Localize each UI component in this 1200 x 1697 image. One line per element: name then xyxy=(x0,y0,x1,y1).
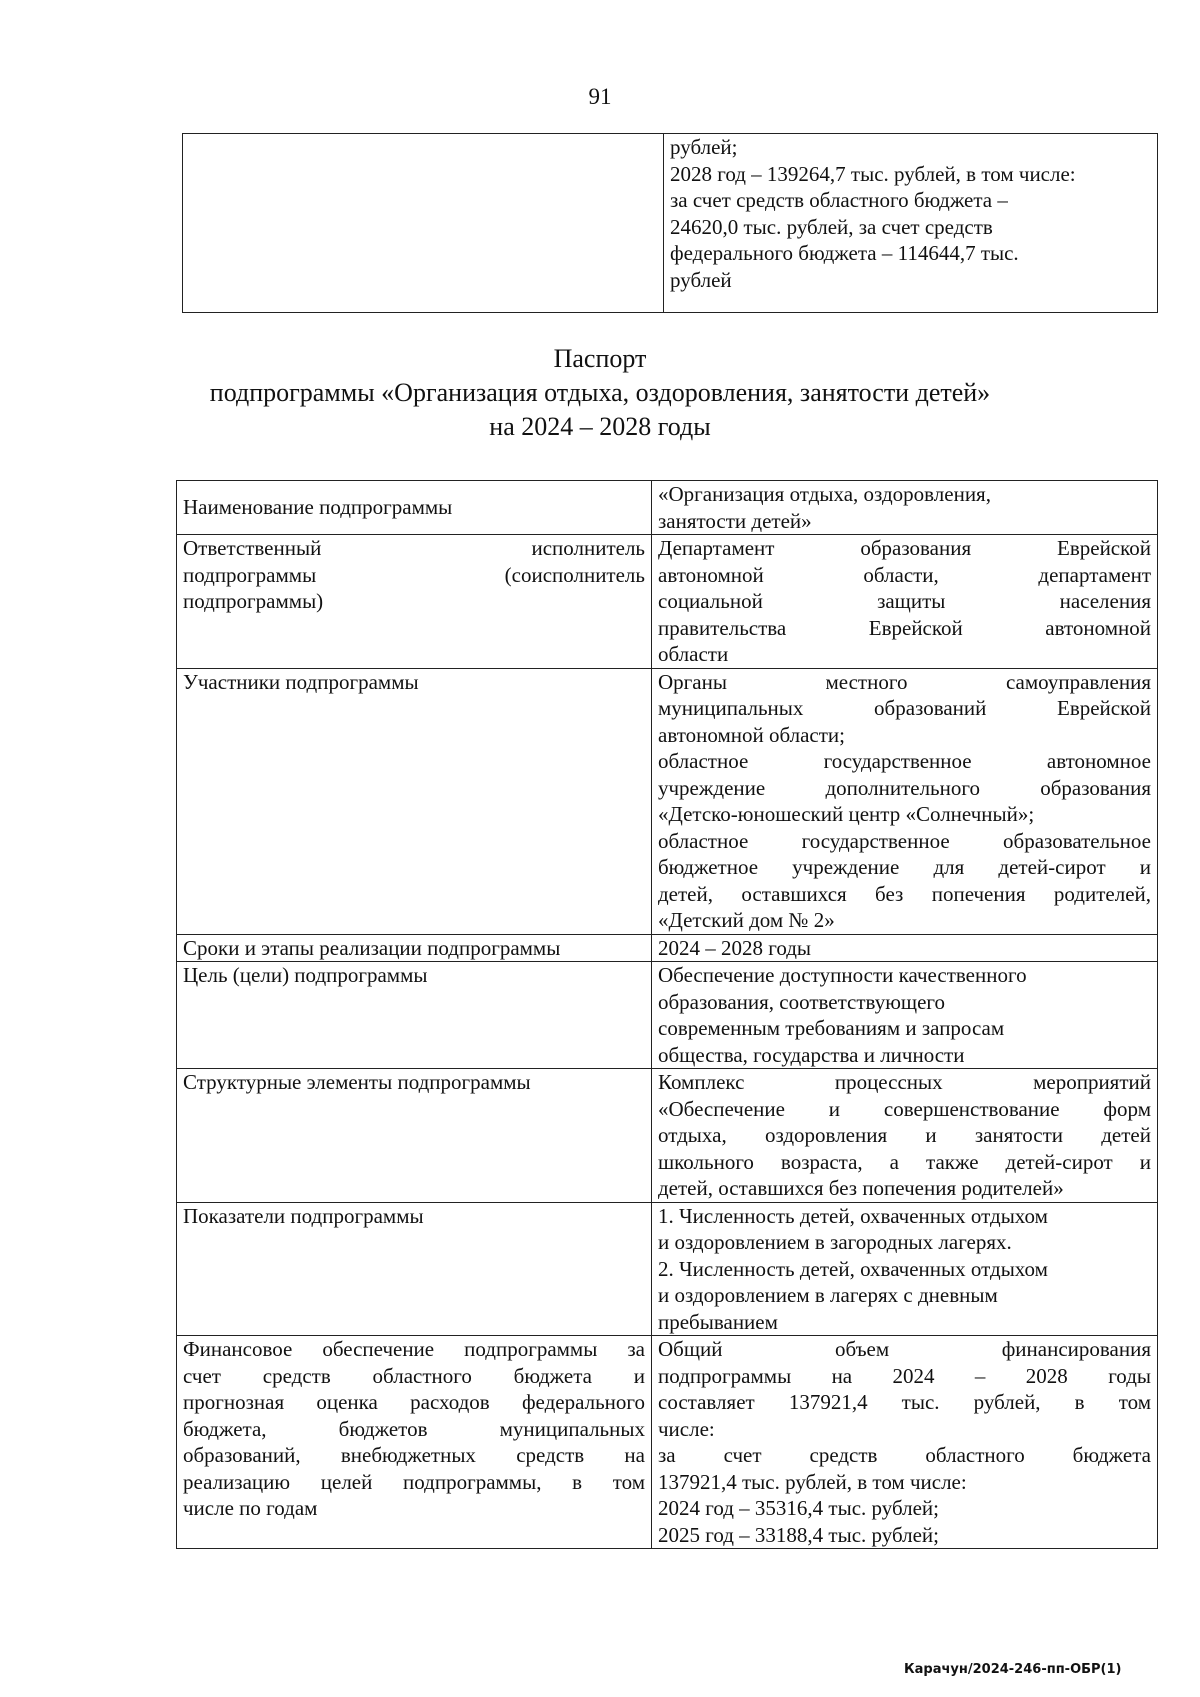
text-line: образования, соответствующего xyxy=(658,989,946,1014)
empty-cell xyxy=(183,134,664,313)
text-line: бюджета, бюджетов муниципальных xyxy=(183,1416,645,1441)
text-line: подпрограммы (соисполнитель xyxy=(183,562,645,587)
row-value xyxy=(652,668,1158,934)
table-row xyxy=(177,1202,1158,1336)
text-line: рублей; xyxy=(670,135,738,159)
text-line: учреждение дополнительного образования xyxy=(658,775,1151,800)
text-line: 1. Численность детей, охваченных отдыхом xyxy=(658,1203,1048,1228)
text-line: числе: xyxy=(658,1416,715,1441)
text-line: прогнозная оценка расходов федерального xyxy=(183,1390,645,1414)
text-line: социальной защиты населения xyxy=(658,589,1151,613)
text-line: подпрограммы на 2024 – 2028 годы xyxy=(658,1363,1151,1388)
row-value: 2024 – 2028 годы xyxy=(652,934,1158,962)
text-line: составляет 137921,4 тыс. рублей, в том xyxy=(658,1390,1151,1414)
table-row xyxy=(177,934,1158,962)
text-line: «Организация отдыха, оздоровления, xyxy=(658,482,991,506)
text-line: рублей xyxy=(670,267,732,292)
title-line: на 2024 – 2028 годы xyxy=(489,412,711,441)
text-line: Обеспечение доступности качественного xyxy=(658,963,1027,987)
text-line: бюджетное учреждение для детей-сирот и xyxy=(658,855,1151,879)
text-line: 24620,0 тыс. рублей, за счет средств xyxy=(670,214,993,239)
text-line: областное государственное образовательное xyxy=(658,828,1151,853)
text-line: 2028 год – 139264,7 тыс. рублей, в том числе: xyxy=(670,161,1076,186)
text-line: Общий объем финансирования xyxy=(658,1337,1151,1361)
document-title xyxy=(0,342,1200,444)
text-line: занятости детей» xyxy=(658,508,812,533)
text-line: «Детский дом № 2» xyxy=(658,908,835,932)
text-line: муниципальных образований Еврейской xyxy=(658,696,1151,720)
table-row xyxy=(177,668,1158,934)
row-value xyxy=(652,1069,1158,1203)
text-line: общества, государства и личности xyxy=(658,1042,965,1067)
text-line: образований, внебюджетных средств на xyxy=(183,1443,645,1467)
row-value xyxy=(652,1336,1158,1549)
text-line: отдыха, оздоровления и занятости детей xyxy=(658,1123,1151,1147)
continuation-table xyxy=(182,133,1158,313)
table-row xyxy=(177,962,1158,1069)
table-row xyxy=(183,134,1158,313)
text-line: областное государственное автономное xyxy=(658,749,1151,773)
row-label: Наименование подпрограммы xyxy=(177,481,652,535)
text-line: подпрограммы) xyxy=(183,589,324,613)
title-line: Паспорт xyxy=(553,344,647,373)
text-line: счет средств областного бюджета и xyxy=(183,1363,645,1388)
text-line: правительства Еврейской автономной xyxy=(658,615,1151,640)
row-label xyxy=(177,1336,652,1549)
text-line: области xyxy=(658,642,729,666)
text-line: за счет средств областного бюджета xyxy=(658,1443,1151,1467)
title-line: подпрограммы «Организация отдыха, оздоровления, занятости детей» xyxy=(209,378,991,407)
text-line: Ответственный исполнитель xyxy=(183,536,645,560)
row-label: Показатели подпрограммы xyxy=(177,1202,652,1336)
text-line: и оздоровлением в загородных лагерях. xyxy=(658,1230,1012,1254)
text-line: за счет средств областного бюджета – xyxy=(670,188,1008,212)
text-line: Финансовое обеспечение подпрограммы за xyxy=(183,1337,645,1361)
document-code: Карачун/2024-246-пп-ОБР(1) xyxy=(904,1662,1122,1677)
text-line: 137921,4 тыс. рублей, в том числе: xyxy=(658,1469,967,1494)
text-line: автономной области, департамент xyxy=(658,562,1151,587)
text-line: современным требованиям и запросам xyxy=(658,1016,1005,1040)
text-line: и оздоровлением в лагерях с дневным xyxy=(658,1283,998,1307)
table-row xyxy=(177,1069,1158,1203)
table-row xyxy=(177,535,1158,669)
text-line: автономной области; xyxy=(658,722,846,747)
passport-table xyxy=(176,480,1158,1549)
row-label: Участники подпрограммы xyxy=(177,668,652,934)
row-label: Структурные элементы подпрограммы xyxy=(177,1069,652,1203)
text-line: Департамент образования Еврейской xyxy=(658,536,1151,560)
text-line: Комплекс процессных мероприятий xyxy=(658,1070,1151,1094)
text-line: пребыванием xyxy=(658,1309,778,1334)
text-line: «Обеспечение и совершенствование форм xyxy=(658,1096,1151,1121)
text-line: числе по годам xyxy=(183,1496,318,1520)
page-number: 91 xyxy=(588,84,612,109)
row-value xyxy=(652,481,1158,535)
row-value xyxy=(652,1202,1158,1336)
text-line: 2025 год – 33188,4 тыс. рублей; xyxy=(658,1522,940,1547)
row-label xyxy=(177,535,652,669)
text-line: 2. Численность детей, охваченных отдыхом xyxy=(658,1256,1048,1281)
text-line: Органы местного самоуправления xyxy=(658,669,1151,694)
text-line: реализацию целей подпрограммы, в том xyxy=(183,1469,645,1494)
text-line: «Детско-юношеский центр «Солнечный»; xyxy=(658,802,1035,826)
row-label: Сроки и этапы реализации подпрограммы xyxy=(177,934,652,962)
row-label: Цель (цели) подпрограммы xyxy=(177,962,652,1069)
table-row xyxy=(177,481,1158,535)
text-line: детей, оставшихся без попечения родителей» xyxy=(658,1176,1064,1200)
funding-continuation-cell xyxy=(664,134,1158,313)
text-line: 2024 год – 35316,4 тыс. рублей; xyxy=(658,1496,940,1520)
text-line: федерального бюджета – 114644,7 тыс. xyxy=(670,241,1019,265)
text-line: школьного возраста, а также детей-сирот и xyxy=(658,1149,1151,1174)
text-line: детей, оставшихся без попечения родителей, xyxy=(658,881,1151,906)
table-row xyxy=(177,1336,1158,1549)
row-value xyxy=(652,962,1158,1069)
row-value xyxy=(652,535,1158,669)
